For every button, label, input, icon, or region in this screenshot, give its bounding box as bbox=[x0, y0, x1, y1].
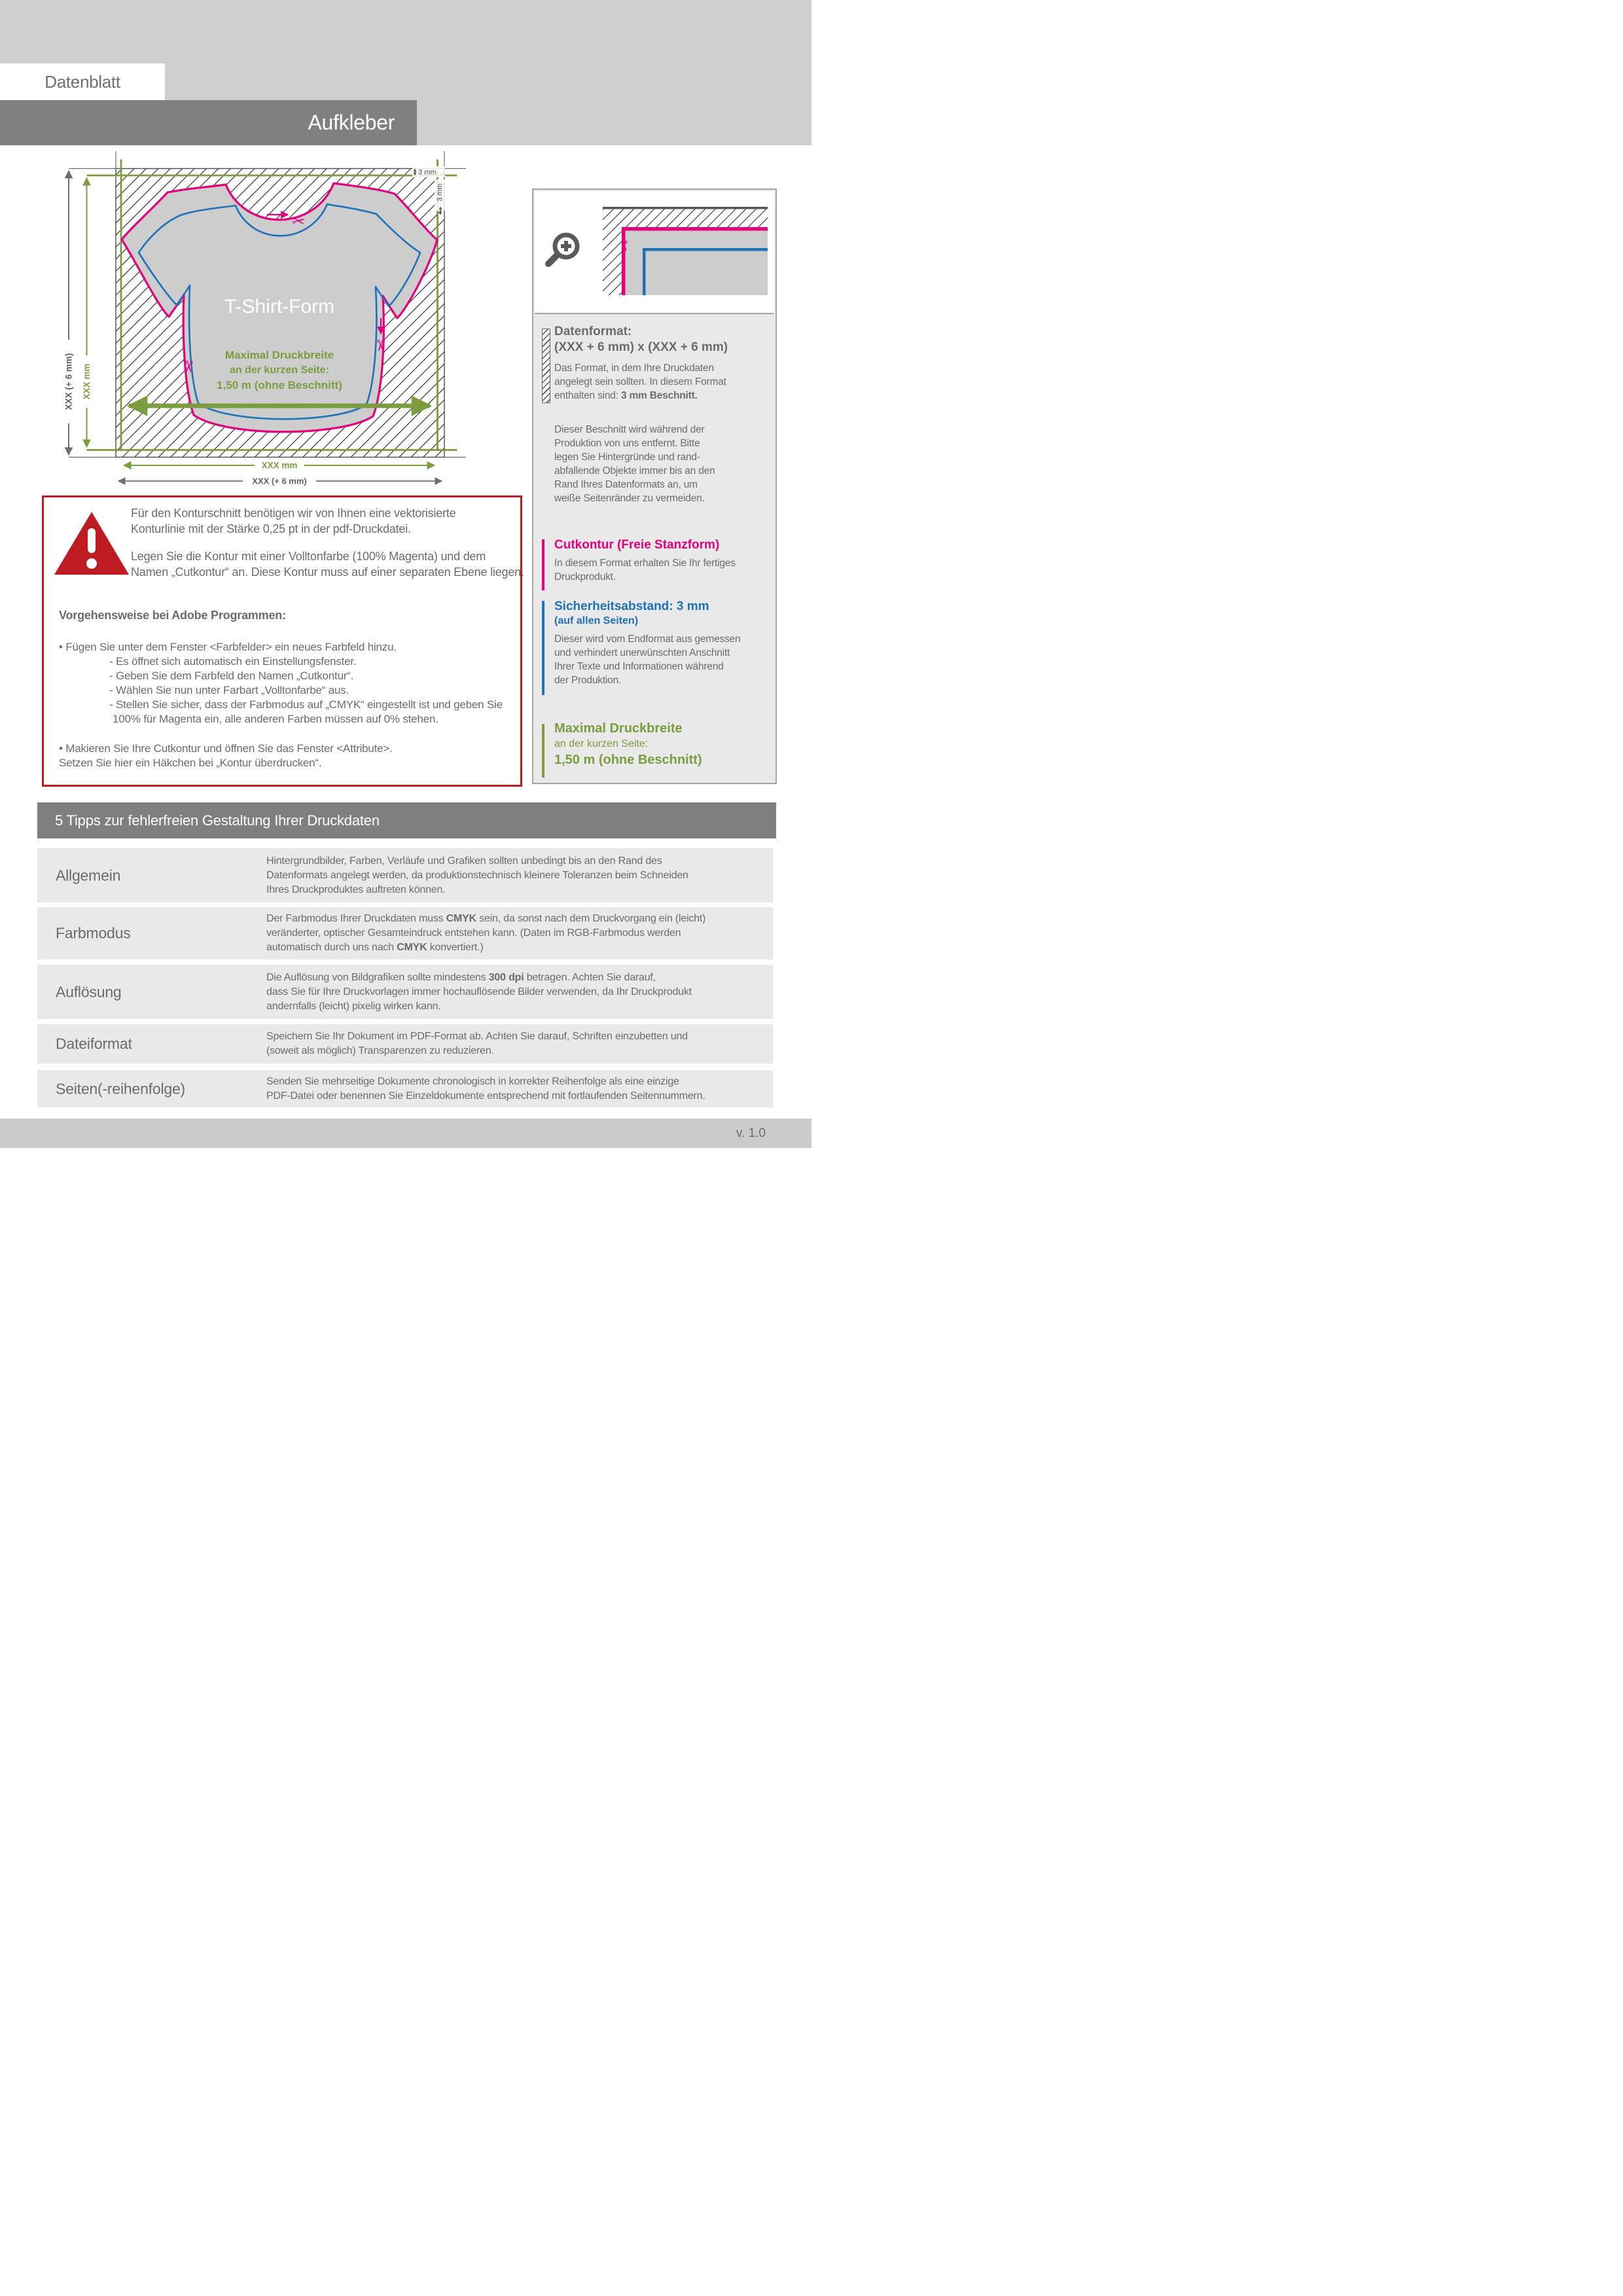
list-item: 100% für Magenta ein, alle anderen Farben müssen auf 0% stehen. bbox=[113, 713, 438, 725]
max-width-line2: an der kurzen Seite: bbox=[229, 365, 330, 376]
tip-text: Speichern Sie Ihr Dokument im PDF-Format ab. Achten Sie darauf, Schriften einzubetten und (soweit als möglich) Transparenzen zu reduzieren. bbox=[266, 1031, 688, 1056]
adobe-steps-list bbox=[59, 640, 510, 770]
inner-height-label bbox=[81, 355, 93, 408]
max-width-line3: 1,50 m (ohne Beschnitt) bbox=[217, 379, 342, 391]
info-panel bbox=[532, 188, 777, 784]
scissors-icon-left bbox=[179, 359, 198, 374]
bleed-top-annotation bbox=[412, 166, 445, 177]
cutkontur-body: In diesem Format erhalten Sie Ihr fertiges Druckprodukt. bbox=[554, 558, 736, 583]
safety-bar bbox=[542, 601, 544, 695]
list-item: - Geben Sie dem Farbfeld den Namen „Cutkontur“. bbox=[109, 670, 354, 682]
product-title: Aufkleber bbox=[308, 111, 395, 134]
tips-title: 5 Tipps zur fehlerfreien Gestaltung Ihrer Druckdaten bbox=[55, 812, 380, 829]
maxwidth-value: 1,50 m (ohne Beschnitt) bbox=[554, 753, 702, 767]
safety-title: Sicherheitsabstand: 3 mm bbox=[554, 600, 709, 613]
tip-label: Auflösung bbox=[56, 983, 122, 1000]
tip-row-allgemein bbox=[37, 848, 773, 903]
svg-text:3 mm: 3 mm bbox=[436, 183, 444, 202]
inner-width-label bbox=[255, 460, 304, 471]
tip-label: Farbmodus bbox=[56, 924, 131, 942]
adobe-steps-title: Vorgehensweise bei Adobe Programmen: bbox=[59, 609, 286, 622]
dataformat-body-2: Dieser Beschnitt wird während der Produktion von uns entfernt. Bitte legen Sie Hintergründe und rand- abfallende Objekte immer bis an den Rand Ihres Datenformats an, um weiße Seitenränder zu vermeiden. bbox=[554, 424, 715, 504]
tip-row-farbmodus bbox=[37, 907, 773, 960]
svg-text:3 mm: 3 mm bbox=[418, 168, 437, 177]
footer-band bbox=[0, 1119, 812, 1148]
maxwidth-bar bbox=[542, 724, 544, 778]
corner-detail bbox=[603, 207, 768, 295]
bleed-side-annotation bbox=[435, 179, 446, 215]
safety-body: Dieser wird vom Endformat aus gemessen und verhindert unerwünschten Anschnitt Ihrer Texte und Informationen während der Produktion. bbox=[554, 634, 741, 686]
warning-icon bbox=[52, 510, 132, 577]
outer-height-label bbox=[63, 340, 75, 423]
corner-zoom-graphic bbox=[535, 191, 772, 312]
datasheet-page bbox=[0, 0, 812, 1148]
safety-subtitle: (auf allen Seiten) bbox=[554, 615, 639, 626]
list-item: - Es öffnet sich automatisch ein Einstellungsfenster. bbox=[109, 655, 357, 668]
cutkontur-title: Cutkontur (Freie Stanzform) bbox=[554, 538, 720, 552]
bleed-hatch-icon bbox=[542, 329, 550, 403]
sheet-label-box bbox=[0, 63, 165, 100]
tip-label: Allgemein bbox=[56, 867, 121, 884]
version-label: v. 1.0 bbox=[736, 1126, 766, 1140]
tip-row-aufloesung bbox=[37, 965, 773, 1019]
svg-text:XXX mm: XXX mm bbox=[82, 363, 92, 400]
list-item: - Stellen Sie sicher, dass der Farbmodus auf „CMYK“ eingestellt ist und geben Sie bbox=[109, 698, 503, 711]
tip-text: Die Auflösung von Bildgrafiken sollte mindestens 300 dpi betragen. Achten Sie darauf, dass Sie für Ihre Druckvorlagen immer hochauflösende Bilder verwenden, da Ihr Druckprodukt andernfalls (leicht) pixelig wirken kann. bbox=[266, 971, 692, 1012]
tips-header-band bbox=[37, 802, 776, 838]
shape-label: T-Shirt-Form bbox=[224, 296, 335, 317]
tip-label: Dateiformat bbox=[56, 1035, 132, 1052]
outer-width-label bbox=[243, 476, 316, 486]
list-item: - Wählen Sie nun unter Farbart „Volltonfarbe“ aus. bbox=[109, 684, 349, 696]
tip-text: Senden Sie mehrseitige Dokumente chronologisch in korrekter Reihenfolge als eine einzige PDF-Datei oder benennen Sie Einzeldokumente entsprechend mit fortlaufenden Seitennummern. bbox=[266, 1075, 705, 1102]
tip-label: Seiten(-reihenfolge) bbox=[56, 1080, 186, 1097]
zoom-plus-icon bbox=[548, 235, 577, 264]
svg-text:XXX (+ 6 mm): XXX (+ 6 mm) bbox=[63, 353, 74, 410]
dataformat-formula: (XXX + 6 mm) x (XXX + 6 mm) bbox=[554, 340, 728, 354]
tip-text: Hintergrundbilder, Farben, Verläufe und Grafiken sollten unbedingt bis an den Rand des Datenformats angelegt werden, da produktionstechnisch kleinere Toleranzen beim Schneiden Ihres Druckproduktes auftreten können. bbox=[266, 855, 688, 895]
svg-text:✂: ✂ bbox=[616, 240, 632, 253]
cutkontur-bar bbox=[542, 539, 544, 590]
tip-text: Der Farbmodus Ihrer Druckdaten muss CMYK sein, da sonst nach dem Druckvorgang ein (leicht) veränderter, optischer Gesamteindruck entstehen kann. (Daten im RGB-Farbmodus werden automatisch durch uns nach CMYK konvertiert.) bbox=[266, 913, 706, 953]
zoom-detail-box bbox=[535, 191, 774, 314]
svg-text:✂: ✂ bbox=[371, 338, 389, 353]
tshirt-dimension-diagram bbox=[39, 149, 497, 494]
warning-paragraph-2: Legen Sie die Kontur mit einer Volltonfarbe (100% Magenta) und dem Namen „Cutkontur“ an. Diese Kontur muss auf einer separaten Ebene liegen. bbox=[131, 550, 524, 579]
list-item: • Fügen Sie unter dem Fenster <Farbfelder> ein neues Farbfeld hinzu. bbox=[59, 641, 397, 653]
maxwidth-title: Maximal Druckbreite bbox=[554, 721, 683, 736]
svg-text:XXX mm: XXX mm bbox=[261, 460, 298, 471]
dataformat-title: Datenformat: bbox=[554, 325, 632, 338]
scissors-icon-corner bbox=[616, 240, 632, 252]
warning-paragraph-1: Für den Konturschnitt benötigen wir von Ihnen eine vektorisierte Konturlinie mit der Stärke 0,25 pt in der pdf-Druckdatei. bbox=[131, 507, 456, 535]
svg-text:✂: ✂ bbox=[291, 211, 306, 232]
tip-row-dateiformat bbox=[37, 1024, 773, 1064]
max-width-line1: Maximal Druckbreite bbox=[224, 349, 334, 361]
svg-text:XXX (+ 6 mm): XXX (+ 6 mm) bbox=[252, 476, 307, 486]
product-title-band bbox=[0, 100, 417, 145]
list-item: • Makieren Sie Ihre Cutkontur und öffnen Sie das Fenster <Attribute>. Setzen Sie hier ein Häkchen bei „Kontur überdrucken“. bbox=[59, 742, 393, 769]
maxwidth-subtitle: an der kurzen Seite: bbox=[554, 738, 649, 749]
dataformat-body: Das Format, in dem Ihre Druckdaten angelegt sein sollten. In diesem Format enthalten sind: 3 mm Beschnitt. bbox=[554, 363, 726, 401]
sheet-label: Datenblatt bbox=[45, 71, 120, 92]
tip-row-seitenreihenfolge bbox=[37, 1070, 773, 1107]
svg-text:✂: ✂ bbox=[179, 359, 198, 374]
